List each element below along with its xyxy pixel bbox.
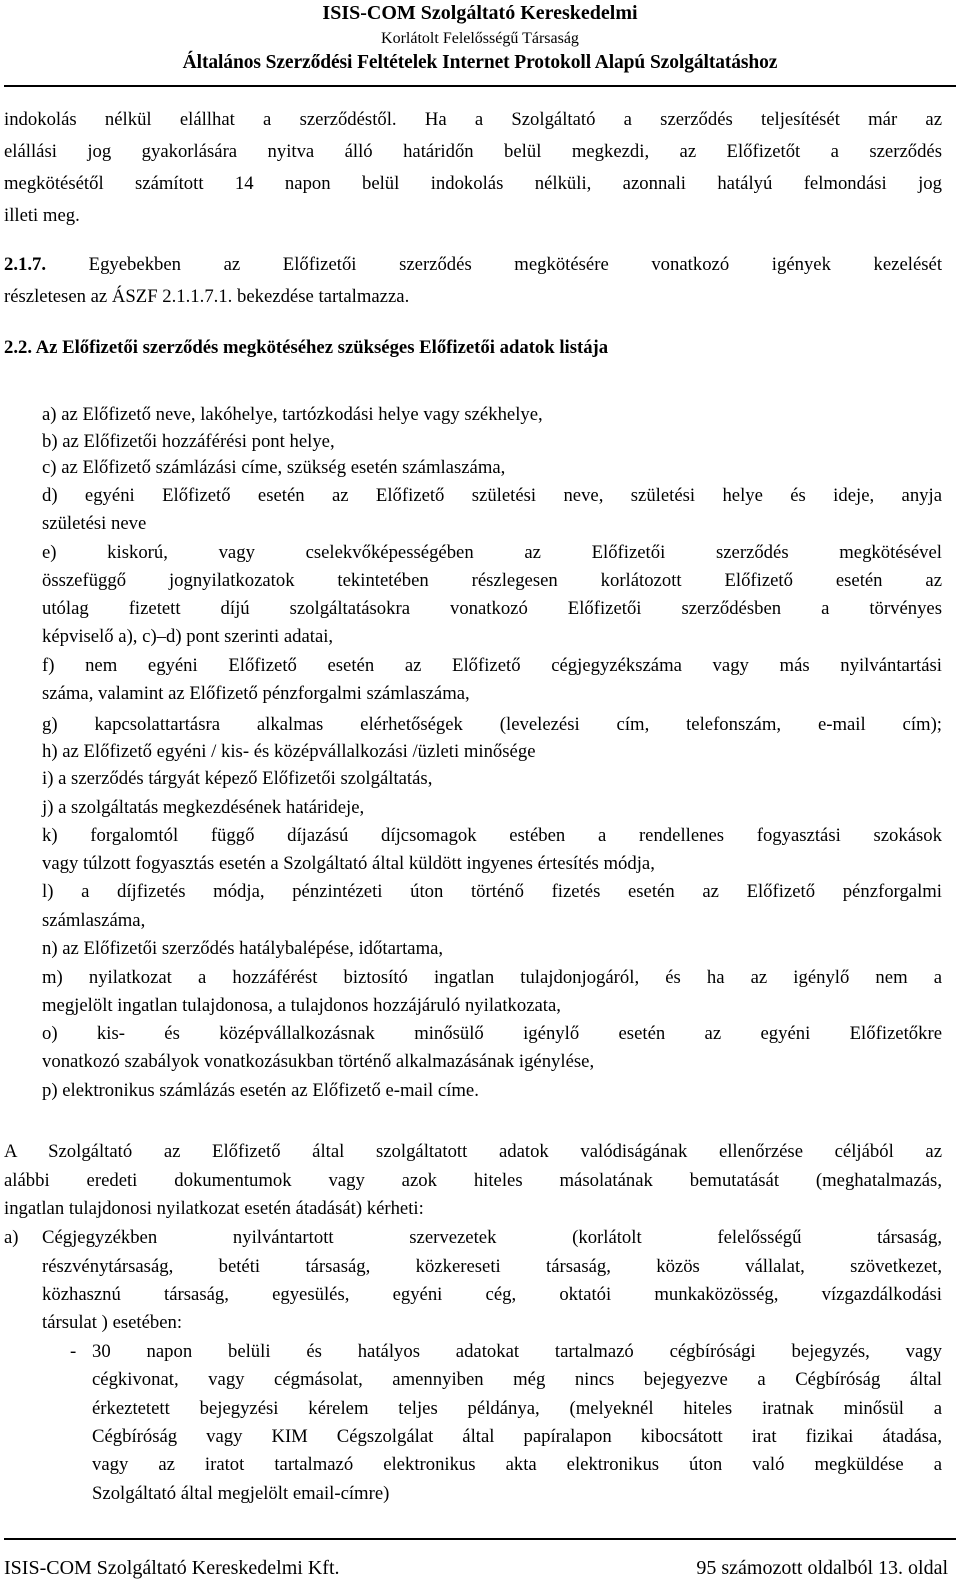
paragraph-line: illeti meg.	[4, 205, 80, 226]
list-item: számlaszáma,	[42, 910, 146, 931]
paragraph-text: Egyebekben az Előfizetői szerződés megkötésére vonatkozó igények kezelését	[88, 254, 943, 275]
header-doc-title: Általános Szerződési Feltételek Internet Protokoll Alapú Szolgáltatáshoz	[182, 52, 778, 73]
dash-marker: -	[70, 1341, 77, 1362]
list-item: f) nem egyéni Előfizető esetén az Előfizető cégjegyzékszáma vagy más nyilvántartási	[42, 655, 942, 676]
paragraph-line: A Szolgáltató az Előfizető által szolgáltatott adatok valódiságának ellenőrzése céljából az	[4, 1141, 942, 1162]
list-item-a-line: közhasznú társaság, egyesülés, egyéni cég, oktatói munkaközösség, vízgazdálkodási	[42, 1284, 942, 1305]
list-marker: a)	[4, 1227, 19, 1248]
dash-item-line: vagy az iratot tartalmazó elektronikus akta elektronikus úton való megküldése a	[92, 1454, 942, 1475]
list-item: i) a szerződés tárgyát képező Előfizetői szolgáltatás,	[42, 768, 433, 789]
list-item: k) forgalomtól függő díjazású díjcsomagok estében a rendellenes fogyasztási szokások	[42, 825, 942, 846]
dash-item-line: cégkivonat, vagy cégmásolat, amennyiben még nincs bejegyezve a Cégbíróság által	[92, 1369, 942, 1390]
footer-rule	[4, 1538, 956, 1540]
list-item: a) az Előfizető neve, lakóhelye, tartózkodási helye vagy székhelye,	[42, 404, 543, 425]
list-item: összefüggő jognyilatkozatok tekintetében részlegesen korlátozott Előfizető esetén az	[42, 570, 942, 591]
paragraph-line: alábbi eredeti dokumentumok vagy azok hiteles másolatának bemutatását (meghatalmazás,	[4, 1170, 942, 1191]
paragraph-line: elállási jog gyakorlására nyitva álló határidőn belül megkezdi, az Előfizetőt a szerződés	[4, 141, 942, 162]
section-number: 2.1.7.	[4, 254, 47, 275]
paragraph-line: megkötésétől számított 14 napon belül indokolás nélküli, azonnali hatályú felmondási jog	[4, 173, 942, 194]
list-item-a-line: Cégjegyzékben nyilvántartott szervezetek (korlátolt felelősségű társaság,	[42, 1227, 942, 1248]
list-item-a-line: társulat ) esetében:	[42, 1312, 183, 1333]
list-item: p) elektronikus számlázás esetén az Előfizető e-mail címe.	[42, 1080, 479, 1101]
list-item: utólag fizetett díjú szolgáltatásokra vonatkozó Előfizetői szerződésben a törvényes	[42, 598, 942, 619]
list-item: n) az Előfizetői szerződés hatálybalépése, időtartama,	[42, 938, 444, 959]
list-item: h) az Előfizető egyéni / kis- és középvállalkozási /üzleti minősége	[42, 741, 536, 762]
footer-company: ISIS-COM Szolgáltató Kereskedelmi Kft.	[4, 1557, 340, 1579]
list-item: m) nyilatkozat a hozzáférést biztosító ingatlan tulajdonjogáról, és ha az igénylő nem a	[42, 967, 942, 988]
section-heading: 2.2. Az Előfizetői szerződés megkötéséhez szükséges Előfizetői adatok listája	[4, 337, 609, 358]
dash-item-line: Szolgáltató által megjelölt email-címre)	[92, 1483, 390, 1504]
dash-item-line: érkeztetett bejegyzési kérelem teljes példánya, (melyeknél hiteles iratnak minősül a	[92, 1398, 942, 1419]
list-item: megjelölt ingatlan tulajdonosa, a tulajdonos hozzájáruló nyilatkozata,	[42, 995, 561, 1016]
paragraph-line-numbered	[4, 253, 942, 277]
list-item: j) a szolgáltatás megkezdésének határideje,	[42, 797, 365, 818]
list-item: d) egyéni Előfizető esetén az Előfizető születési neve, születési helye és ideje, anyja	[42, 485, 942, 506]
list-item: születési neve	[42, 513, 147, 534]
dash-item-line: 30 napon belüli és hatályos adatokat tartalmazó cégbírósági bejegyzés, vagy	[92, 1341, 942, 1362]
list-item: száma, valamint az Előfizető pénzforgalmi számlaszáma,	[42, 683, 470, 704]
list-item: képviselő a), c)–d) pont szerinti adatai,	[42, 626, 334, 647]
paragraph-line: részletesen az ÁSZF 2.1.1.7.1. bekezdése tartalmazza.	[4, 286, 410, 307]
list-item: e) kiskorú, vagy cselekvőképességében az Előfizetői szerződés megkötésével	[42, 542, 942, 563]
list-item: l) a díjfizetés módja, pénzintézeti úton történő fizetés esetén az Előfizető pénzforgalmi	[42, 881, 942, 902]
list-item-a-line: részvénytársaság, betéti társaság, közkereseti társaság, közös vállalat, szövetkezet,	[42, 1256, 942, 1277]
paragraph-line: indokolás nélkül elállhat a szerződéstől. Ha a Szolgáltató a szerződés teljesítését már az	[4, 109, 942, 130]
footer-page-number: 95 számozott oldalból 13. oldal	[696, 1557, 948, 1579]
list-item: c) az Előfizető számlázási címe, szükség esetén számlaszáma,	[42, 457, 506, 478]
header-subtitle: Korlátolt Felelősségű Társaság	[381, 30, 579, 47]
list-item: vonatkozó szabályok vonatkozásukban történő alkalmazásának igénylése,	[42, 1051, 595, 1072]
list-item: vagy túlzott fogyasztás esetén a Szolgáltató által küldött ingyenes értesítés módja,	[42, 853, 655, 874]
paragraph-line: ingatlan tulajdonosi nyilatkozat esetén átadását) kérheti:	[4, 1198, 424, 1219]
list-item: g) kapcsolattartásra alkalmas elérhetőségek (levelezési cím, telefonszám, e-mail cím);	[42, 714, 942, 735]
header-rule	[4, 85, 956, 87]
dash-item-line: Cégbíróság vagy KIM Cégszolgálat által papíralapon kibocsátott irat fizikai átadása,	[92, 1426, 942, 1447]
header-title: ISIS-COM Szolgáltató Kereskedelmi	[322, 2, 638, 24]
list-item: b) az Előfizetői hozzáférési pont helye,	[42, 431, 335, 452]
list-item: o) kis- és középvállalkozásnak minősülő igénylő esetén az egyéni Előfizetőkre	[42, 1023, 942, 1044]
